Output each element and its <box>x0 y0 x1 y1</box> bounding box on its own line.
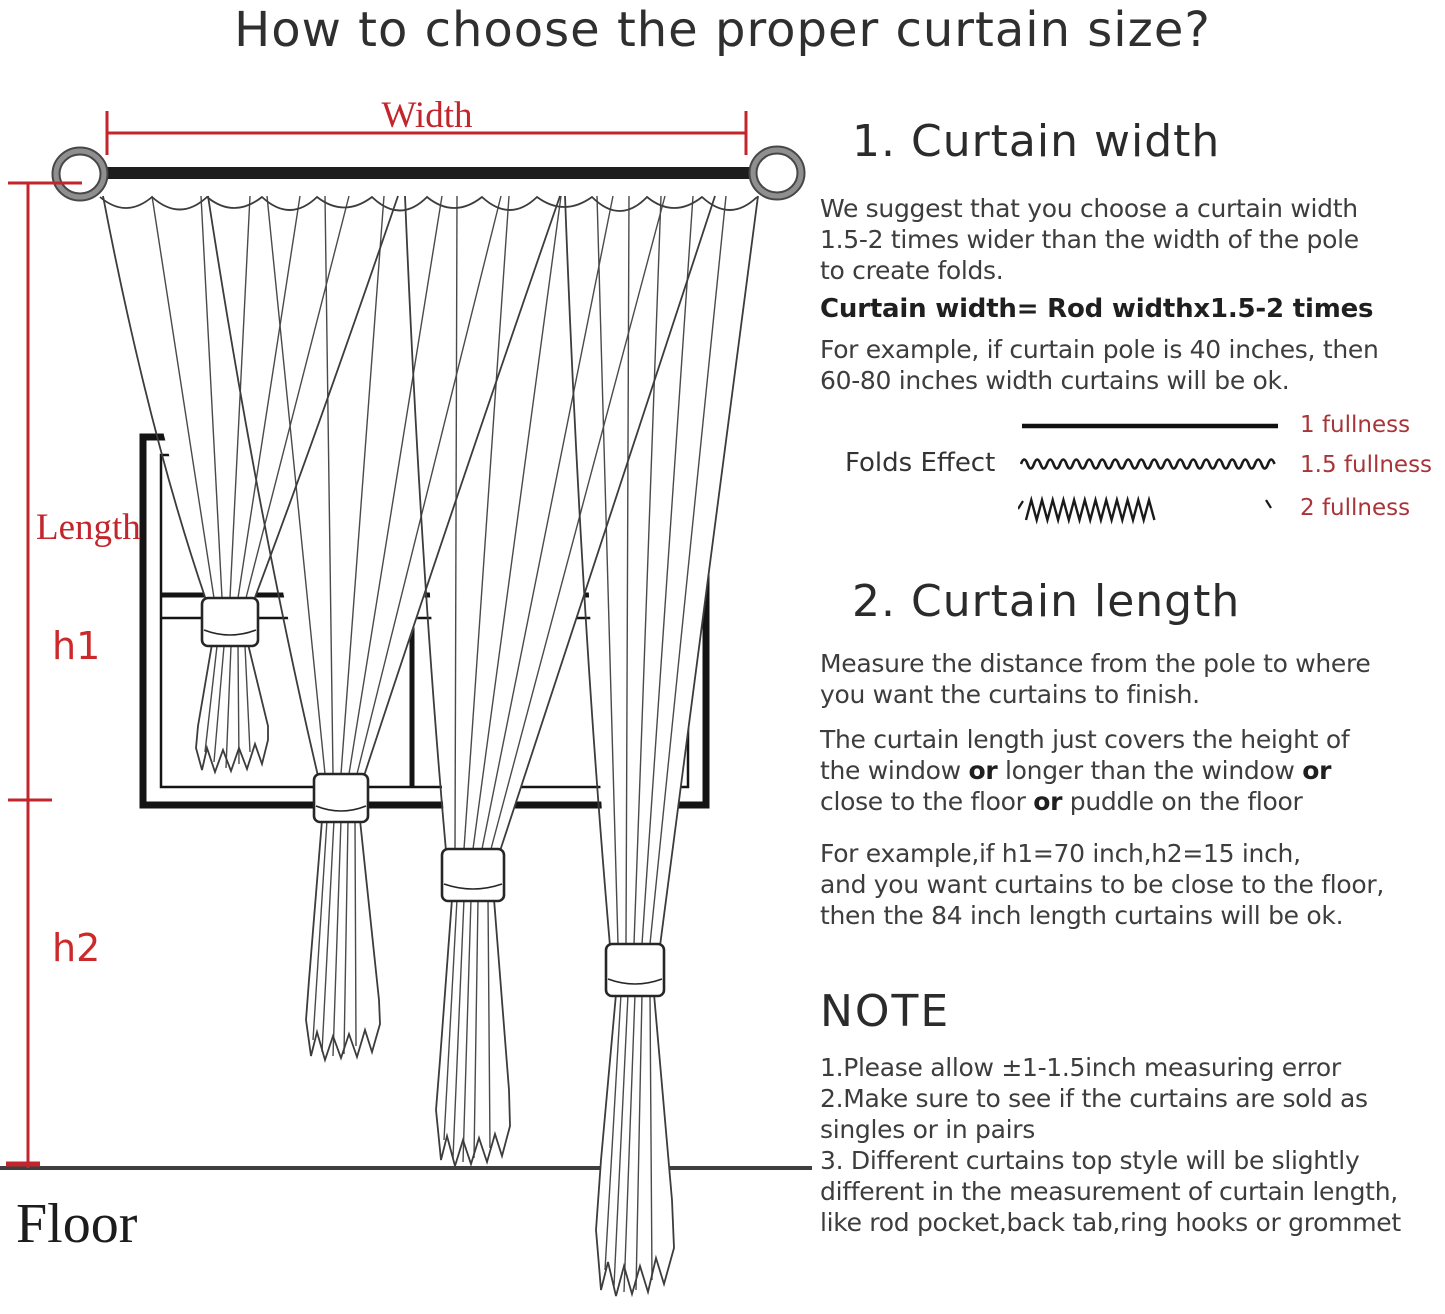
text-line: The curtain length just covers the height of <box>820 725 1350 754</box>
note-list <box>820 1052 1401 1238</box>
ripple-line-icon <box>1020 452 1282 474</box>
note-line: like rod pocket,back tab,ring hooks or grommet <box>820 1208 1401 1237</box>
text-line: For example, if curtain pole is 40 inches, then <box>820 335 1379 364</box>
text-line: We suggest that you choose a curtain width <box>820 194 1358 223</box>
text-line: For example,if h1=70 inch,h2=15 inch, <box>820 839 1301 868</box>
page-title: How to choose the proper curtain size? <box>234 2 1211 58</box>
text-line: Measure the distance from the pole to where <box>820 649 1371 678</box>
note-line: 3. Different curtains top style will be slightly <box>820 1146 1360 1175</box>
note-line: singles or in pairs <box>820 1115 1035 1144</box>
note-heading: NOTE <box>820 986 951 1037</box>
width-label: Width <box>381 95 473 136</box>
zigzag-line-icon <box>1018 494 1278 526</box>
h2-label: h2 <box>52 926 101 970</box>
length-label: Length <box>36 507 141 548</box>
text-line: to create folds. <box>820 256 1004 285</box>
text-line: and you want curtains to be close to the floor, <box>820 870 1385 899</box>
curtain-rod <box>95 167 760 179</box>
text-line: 1.5-2 times wider than the width of the pole <box>820 225 1359 254</box>
section-length-measure <box>820 648 1371 710</box>
section-length-example <box>820 838 1384 931</box>
text-line: 60-80 inches width curtains will be ok. <box>820 366 1290 395</box>
note-line: 1.Please allow ±1-1.5inch measuring error <box>820 1053 1341 1082</box>
width-formula: Curtain width= Rod widthx1.5-2 times <box>820 294 1374 324</box>
section-width-body <box>820 193 1359 286</box>
section-width-example <box>820 334 1379 396</box>
straight-line-icon <box>1020 420 1280 432</box>
floor-label: Floor <box>16 1193 138 1255</box>
text-line: then the 84 inch length curtains will be ok. <box>820 901 1344 930</box>
rod-ring-right <box>753 150 801 196</box>
folds-effect-label: Folds Effect <box>845 448 996 478</box>
curtain-panels-fill <box>95 184 758 1296</box>
text-line: you want the curtains to finish. <box>820 680 1200 709</box>
h1-label: h1 <box>52 624 101 668</box>
fullness-1-5-label: 1.5 fullness <box>1300 452 1433 478</box>
section-length-covers <box>820 724 1349 817</box>
rod-ring-left <box>56 151 104 197</box>
fullness-2-label: 2 fullness <box>1300 495 1411 521</box>
note-line: different in the measurement of curtain length, <box>820 1177 1398 1206</box>
text-line: the window or longer than the window or <box>820 756 1332 785</box>
note-line: 2.Make sure to see if the curtains are sold as <box>820 1084 1368 1113</box>
section-width-heading: 1. Curtain width <box>852 116 1221 167</box>
fullness-1-label: 1 fullness <box>1300 412 1411 438</box>
text-line: close to the floor or puddle on the floor <box>820 787 1303 816</box>
section-length-heading: 2. Curtain length <box>852 576 1241 627</box>
